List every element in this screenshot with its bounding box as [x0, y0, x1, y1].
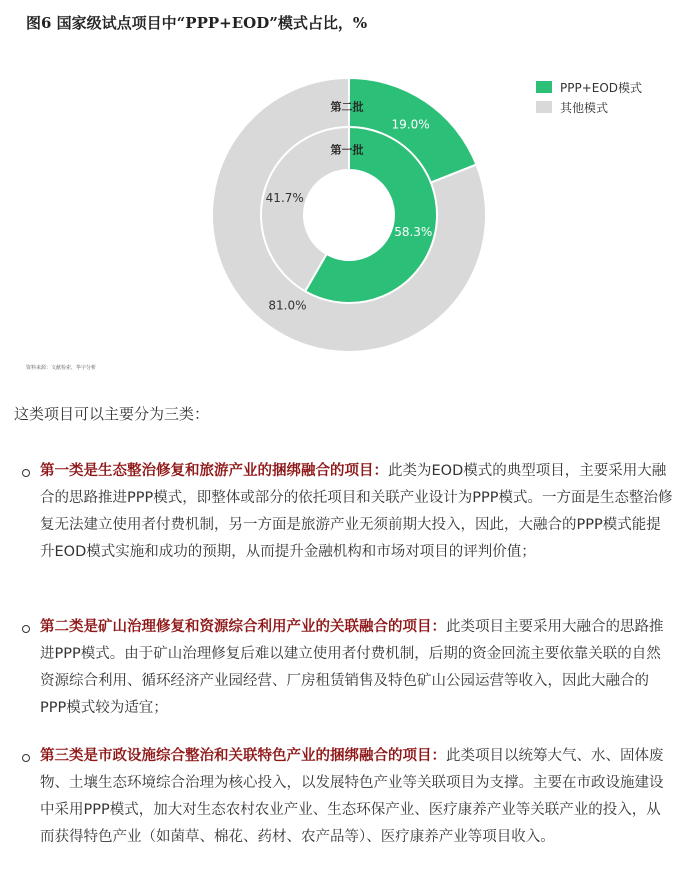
legend-swatch-other [536, 101, 552, 113]
list-item-heading: 第三类是市政设施综合整治和关联特色产业的捆绑融合的项目： [40, 748, 446, 764]
chart-title: 图6 国家级试点项目中“PPP+EOD”模式占比，% [26, 14, 368, 32]
list-item-heading: 第一类是生态整治修复和旅游产业的捆绑融合的项目： [40, 463, 388, 479]
list-item-body: 此类项目主要采用大融合的思路推进PPP模式。由于矿山治理修复后难以建立使用者付费机制，后期的资金回流主要依靠关联的自然资源综合利用、循环经济产业园经营、厂房租赁销售及特色矿山公园运营等收入，因此大融合的PPP模式较为适宜； [40, 619, 664, 716]
outer-ring-data-label: 81.0% [268, 298, 307, 313]
legend-item-other [536, 97, 642, 117]
inner-ring-name-label: 第一批 [330, 143, 364, 157]
chart-source-note: 资料来源：文献检索，华宇分析 [26, 365, 97, 371]
list-item [40, 743, 674, 851]
outer-ring-data-label: 19.0% [391, 117, 430, 132]
nested-donut-chart [0, 0, 688, 370]
bullet-icon [22, 754, 30, 762]
inner-ring-data-label: 58.3% [394, 225, 433, 240]
legend-label-other: 其他模式 [560, 100, 609, 115]
legend-swatch-ppp-eod [536, 81, 552, 93]
bullet-icon [22, 469, 30, 477]
legend-item-ppp-eod [536, 77, 642, 97]
inner-ring-data-label: 41.7% [265, 190, 304, 205]
list-item [40, 614, 674, 722]
list-item-body: 此类为EOD模式的典型项目，主要采用大融合的思路推进PPP模式，即整体或部分的依托项目和关联产业设计为PPP模式。一方面是生态整治修复无法建立使用者付费机制，另一方面是旅游产业无须前期大投入，因此，大融合的PPP模式能提升EOD模式实施和成功的预期，从而提升金融机构和市场对项目的评判价值； [40, 463, 673, 560]
list-item [40, 458, 674, 566]
list-item-body: 此类项目以统筹大气、水、固体废物、土壤生态环境综合治理为核心投入，以发展特色产业等关联项目为支撑。主要在市政设施建设中采用PPP模式，加大对生态农村农业产业、生态环保产业、医疗康养产业等关联产业的投入，从而获得特色产业（如菌草、棉花、药材、农产品等）、医疗康养产业等项目收入。 [40, 748, 664, 845]
outer-ring-name-label: 第二批 [330, 100, 364, 114]
list-item-heading: 第二类是矿山治理修复和资源综合利用产业的关联融合的项目： [40, 619, 446, 635]
bullet-icon [22, 625, 30, 633]
article-intro: 这类项目可以主要分为三类： [14, 405, 210, 423]
chart-legend [536, 77, 642, 117]
legend-label-ppp-eod: PPP+EOD模式 [560, 80, 643, 95]
